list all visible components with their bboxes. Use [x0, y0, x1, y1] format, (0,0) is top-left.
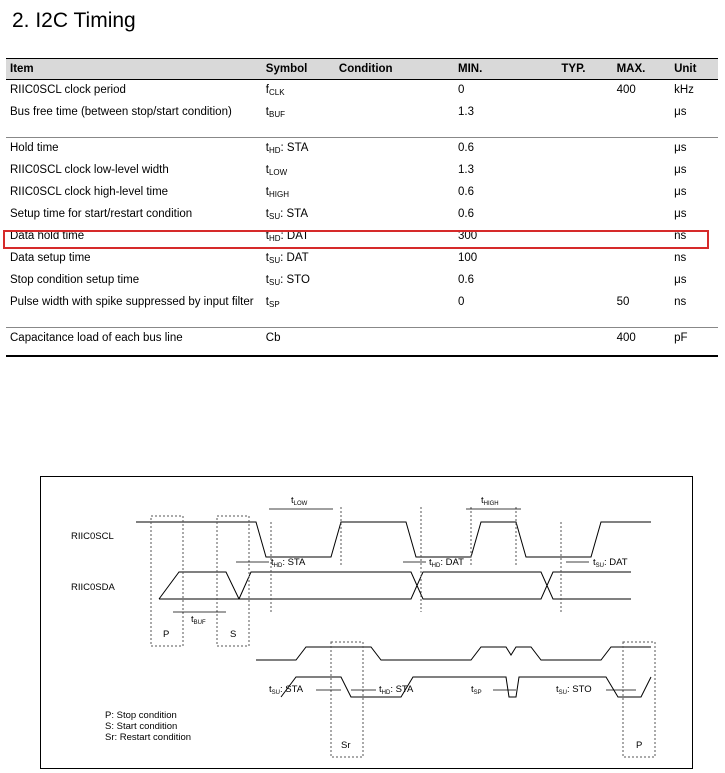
- cell-max: 50: [613, 292, 670, 328]
- header-item: Item: [6, 59, 262, 80]
- s-box-outline: [217, 516, 249, 646]
- cell-unit: pF: [670, 328, 718, 356]
- cell-item: Data setup time: [10, 251, 91, 264]
- cell-unit: μs: [674, 185, 687, 198]
- cell-typ: [557, 328, 612, 356]
- table-row: [6, 328, 718, 356]
- cell-unit: ns: [670, 292, 718, 328]
- legend-line-2: S: Start condition: [105, 721, 178, 732]
- symbol-sub: BUF: [268, 109, 285, 119]
- symbol-rest: : DAT: [280, 229, 310, 242]
- cell-max: 400: [613, 328, 670, 356]
- cell-condition: [335, 328, 454, 356]
- sda-waveform-bot: [239, 572, 631, 599]
- cell-min: 300: [457, 229, 478, 242]
- cell-max: [613, 102, 670, 138]
- header-symbol: Symbol: [262, 59, 335, 80]
- cell-symbol: [262, 248, 335, 270]
- tsu-dat-label: $t_{SU}$: DAT: [593, 557, 628, 569]
- table-row: [6, 248, 718, 270]
- cell-max: [613, 160, 670, 182]
- symbol-sub: LOW: [268, 167, 288, 177]
- cell-unit: μs: [674, 273, 687, 286]
- thigh-sub: HIGH: [483, 501, 499, 507]
- symbol-base: t: [265, 295, 269, 308]
- cell-item: Hold time: [10, 142, 59, 154]
- cell-item: Stop condition setup time: [10, 273, 140, 286]
- cell-unit: ns: [674, 251, 687, 264]
- cell-min: 0.6: [457, 142, 474, 154]
- thd-sta-rest: : STA: [282, 557, 306, 568]
- cell-condition: [335, 248, 454, 270]
- cell-max: [613, 248, 670, 270]
- i2c-timing-table: [6, 58, 718, 357]
- sr-sda-waveform: [281, 677, 651, 697]
- tsu-sto-rest: : STO: [566, 684, 592, 695]
- sda-label: RIIC0SDA: [71, 582, 115, 593]
- s-box-label: S: [230, 629, 237, 640]
- cell-typ: [557, 292, 612, 328]
- tsu-sto-label: $t_{SU}$: STO: [556, 684, 592, 696]
- table-row: [6, 102, 718, 138]
- tsp-label: $t_{SP}$: [471, 684, 482, 696]
- cell-item: RIIC0SCL clock high-level time: [10, 185, 169, 198]
- table-header-row: [6, 59, 718, 80]
- cell-symbol: [262, 328, 335, 356]
- p-box-outline: [151, 516, 183, 646]
- cell-unit: μs: [674, 163, 687, 176]
- cell-typ: [557, 248, 612, 270]
- thd-dat-sub: HD: [431, 563, 441, 569]
- header-condition: Condition: [335, 59, 454, 80]
- scl-waveform: [136, 522, 651, 557]
- cell-condition: [335, 102, 454, 138]
- symbol-base: t: [265, 142, 269, 154]
- i2c-timing-diagram: [40, 476, 693, 769]
- table-row: [6, 204, 718, 226]
- thigh-label: $t_{HIGH}$: [481, 495, 499, 507]
- cell-max: [613, 138, 670, 160]
- cell-item: Bus free time (between stop/start condition): [6, 102, 262, 138]
- cell-typ: [557, 204, 612, 226]
- symbol-sub: SP: [268, 299, 280, 309]
- cell-condition: [335, 204, 454, 226]
- tsu-sta-rest: : STA: [279, 684, 304, 695]
- header-unit: Unit: [670, 59, 718, 80]
- legend-line-3: Sr: Restart condition: [105, 732, 192, 743]
- tsu-dat-sub: SU: [595, 563, 604, 569]
- cell-unit: μs: [674, 142, 687, 154]
- cell-unit: μs: [670, 102, 718, 138]
- tsu-sta-label: $t_{SU}$: STA: [269, 684, 304, 696]
- cell-symbol: [262, 102, 335, 138]
- cell-item: RIIC0SCL clock low-level width: [10, 163, 169, 176]
- highlight-box-data-hold-time: [3, 230, 709, 249]
- tlow-label: $t_{LOW}$: [291, 495, 308, 507]
- tsu-sto-sub: SU: [558, 690, 567, 696]
- sr-scl-waveform: [256, 647, 651, 660]
- cell-typ: [557, 138, 612, 160]
- cell-condition: [335, 292, 454, 328]
- tbuf-label: $t_{BUF}$: [191, 614, 206, 626]
- tsp-sub: SP: [473, 690, 482, 696]
- tbuf-sub: BUF: [193, 620, 206, 626]
- sr-box-label: Sr: [341, 740, 351, 751]
- cell-typ: [557, 160, 612, 182]
- symbol-sub: SU: [268, 255, 281, 265]
- cell-min: 100: [457, 251, 478, 264]
- cell-condition: [335, 138, 454, 160]
- timing-waveforms: [41, 477, 694, 770]
- cell-symbol: [262, 204, 335, 226]
- p2-box-label: P: [636, 740, 643, 751]
- tlow-sub: LOW: [293, 501, 308, 507]
- cell-condition: [335, 182, 454, 204]
- table-row: [6, 182, 718, 204]
- cell-symbol: [262, 80, 335, 102]
- symbol-base: t: [265, 105, 269, 118]
- header-typ: TYP.: [557, 59, 612, 80]
- tsu-sta-sub: SU: [271, 690, 280, 696]
- symbol-base: t: [265, 273, 269, 286]
- cell-symbol: [262, 292, 335, 328]
- table-row: [6, 138, 718, 160]
- cell-symbol: [262, 160, 335, 182]
- thd-dat-rest: : DAT: [440, 557, 464, 568]
- cell-min: 0: [457, 84, 465, 96]
- header-max: MAX.: [613, 59, 670, 80]
- thd-sta2-label: $t_{HD}$: STA: [379, 684, 414, 696]
- cell-min: 1.3: [454, 102, 557, 138]
- thd-sta2-rest: : STA: [390, 684, 414, 695]
- symbol-sub: HD: [268, 233, 281, 243]
- header-min: MIN.: [454, 59, 557, 80]
- cell-unit: kHz: [674, 84, 694, 96]
- table-row: [6, 80, 718, 102]
- tsu-dat-rest: : DAT: [603, 557, 628, 568]
- cell-unit: μs: [674, 207, 687, 220]
- table-row: [6, 270, 718, 292]
- symbol-base: t: [265, 185, 269, 198]
- cell-max: [613, 182, 670, 204]
- cell-symbol: [262, 182, 335, 204]
- symbol-base: t: [265, 207, 269, 220]
- cell-typ: [557, 270, 612, 292]
- symbol-sub: SU: [268, 277, 281, 287]
- cell-min: 0.6: [457, 207, 474, 220]
- cell-max: [613, 204, 670, 226]
- thd-sta-sub: HD: [273, 563, 283, 569]
- cell-min: 0.6: [457, 273, 474, 286]
- sda-waveform-high: [159, 572, 411, 599]
- symbol-base: t: [265, 229, 269, 242]
- symbol-sub: CLK: [268, 88, 285, 97]
- cell-symbol: [262, 270, 335, 292]
- cell-min: [454, 328, 557, 356]
- sda-waveform-top: [239, 572, 631, 599]
- legend-line-1: P: Stop condition: [105, 710, 177, 721]
- thd-sta2-sub: HD: [381, 690, 391, 696]
- cell-item: Pulse width with spike suppressed by input filter: [6, 292, 262, 328]
- symbol-rest: : STA: [280, 207, 309, 220]
- cell-min: 0.6: [457, 185, 474, 198]
- symbol-base: t: [265, 163, 269, 176]
- cell-min: 1.3: [457, 163, 474, 176]
- symbol-base: f: [265, 84, 269, 96]
- cell-unit: ns: [674, 229, 687, 242]
- cell-condition: [335, 80, 454, 102]
- page-title: 2. I2C Timing: [12, 9, 136, 32]
- cell-typ: [557, 80, 612, 102]
- cell-item: Setup time for start/restart condition: [10, 207, 193, 220]
- p-box-label: P: [163, 629, 170, 640]
- cell-condition: [335, 160, 454, 182]
- cell-typ: [557, 102, 612, 138]
- cell-max: [613, 270, 670, 292]
- cell-symbol: [262, 138, 335, 160]
- thd-dat-label: $t_{HD}$: DAT: [429, 557, 464, 569]
- cell-item: RIIC0SCL clock period: [10, 84, 126, 96]
- symbol-rest: : STO: [280, 273, 310, 286]
- symbol-base: t: [265, 251, 269, 264]
- scl-label: RIIC0SCL: [71, 531, 114, 542]
- cell-item: Data hold time: [10, 229, 85, 242]
- cell-item: Capacitance load of each bus line: [6, 328, 262, 356]
- symbol-base: Cb: [265, 332, 281, 344]
- symbol-rest: : DAT: [280, 251, 309, 264]
- symbol-sub: SU: [268, 211, 281, 221]
- cell-min: 0: [454, 292, 557, 328]
- symbol-sub: HIGH: [268, 189, 289, 199]
- cell-max: 400: [616, 84, 636, 96]
- cell-typ: [557, 182, 612, 204]
- table-row: [6, 160, 718, 182]
- symbol-rest: : STA: [280, 142, 309, 154]
- table-row: [6, 292, 718, 328]
- symbol-sub: HD: [268, 146, 281, 155]
- cell-condition: [335, 270, 454, 292]
- thd-sta-label: $t_{HD}$: STA: [271, 557, 306, 569]
